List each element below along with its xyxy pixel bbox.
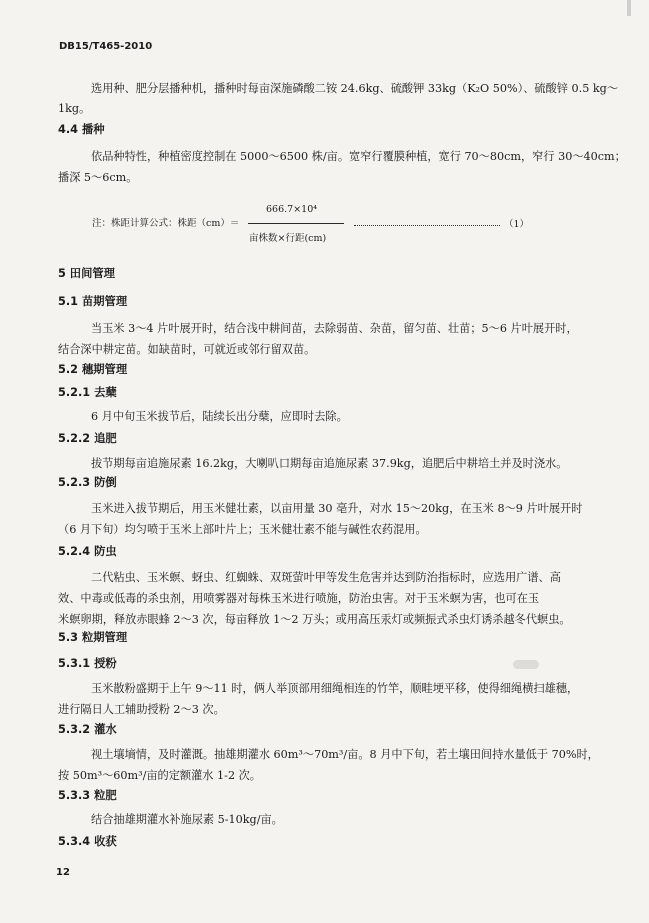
scan-edge-mark — [627, 0, 631, 16]
section-5-2-heading: 5.2 穗期管理 — [58, 363, 128, 376]
formula-numerator: 666.7×10⁴ — [266, 204, 318, 215]
section-5-1-line-1: 当玉米 3～4 片叶展开时，结合浅中耕间苗，去除弱苗、杂苗，留匀苗、壮苗；5～6 片叶展开时， — [91, 322, 578, 335]
section-5-3-2-line-2: 按 50m³～60m³/亩的定额灌水 1-2 次。 — [58, 769, 261, 782]
formula-denominator: 亩株数×行距(cm) — [249, 233, 327, 244]
section-5-2-4-heading: 5.2.4 防虫 — [58, 545, 117, 558]
page-number: 12 — [56, 867, 70, 878]
section-5-3-1-line-1: 玉米散粉盛期于上午 9～11 时，俩人举顶部用细绳相连的竹竿，顺畦埂平移，使得细绳横扫雄穗， — [91, 682, 579, 695]
section-5-2-4-line-1: 二代粘虫、玉米螟、蚜虫、红蜘蛛、双斑萤叶甲等发生危害并达到防治指标时，应选用广谱、高 — [91, 571, 561, 584]
section-5-3-heading: 5.3 粒期管理 — [58, 631, 128, 644]
standard-id: DB15/T465-2010 — [59, 41, 153, 52]
section-5-3-2-line-1: 视土壤墒情，及时灌溉。抽雄期灌水 60m³～70m³/亩。8 月中下旬，若土壤田间持水量低于 70%时， — [91, 748, 599, 761]
section-5-3-1-line-2: 进行隔日人工辅助授粉 2～3 次。 — [58, 703, 225, 716]
intro-line-1: 选用种、肥分层播种机，播种时每亩深施磷酸二铵 24.6kg、硫酸钾 33kg（K₂O 50%）、硫酸锌 0.5 kg～ — [91, 82, 619, 95]
section-4-4-line-1: 依品种特性，种植密度控制在 5000～6500 株/亩。宽窄行覆膜种植，宽行 70～80cm，窄行 30～40cm； — [91, 150, 626, 163]
section-5-2-3-heading: 5.2.3 防倒 — [58, 476, 117, 489]
section-5-heading: 5 田间管理 — [58, 267, 115, 280]
section-4-4-line-2: 播深 5～6cm。 — [58, 171, 138, 184]
section-5-3-1-heading: 5.3.1 授粉 — [58, 657, 117, 670]
formula-label: 注：株距计算公式：株距（cm）＝ — [92, 218, 240, 229]
section-5-2-1-heading: 5.2.1 去蘖 — [58, 386, 117, 399]
section-5-1-line-2: 结合深中耕定苗。如缺苗时，可就近或邻行留双苗。 — [58, 343, 316, 356]
leader-dots — [354, 225, 500, 226]
section-5-2-4-line-3: 米螟卵期，释放赤眼蜂 2～3 次，每亩释放 1～2 万头；或用高压汞灯或频振式杀虫灯诱杀越冬代螟虫。 — [58, 613, 571, 626]
intro-line-2: 1kg。 — [58, 102, 91, 115]
fraction-bar — [248, 223, 344, 224]
section-4-4-heading: 4.4 播种 — [58, 123, 105, 136]
section-5-2-3-line-1: 玉米进入拔节期后，用玉米健壮素，以亩用量 30 亳升，对水 15～20kg，在玉米 8～9 片叶展开时 — [91, 502, 583, 515]
section-5-3-2-heading: 5.3.2 灌水 — [58, 723, 117, 736]
section-5-3-4-heading: 5.3.4 收获 — [58, 835, 117, 848]
section-5-3-3-heading: 5.3.3 粒肥 — [58, 789, 117, 802]
section-5-2-4-line-2: 效、中毒或低毒的杀虫剂，用喷雾器对每株玉米进行喷施，防治虫害。对于玉米螟为害，也可在玉 — [58, 592, 540, 605]
scan-smudge — [513, 660, 539, 669]
section-5-2-3-line-2: （6 月下旬）均匀喷于玉米上部叶片上；玉米健壮素不能与碱性农药混用。 — [58, 523, 427, 536]
section-5-3-3-line-1: 结合抽雄期灌水补施尿素 5-10kg/亩。 — [91, 813, 283, 826]
section-5-2-1-line-1: 6 月中旬玉米拔节后，陆续长出分蘖，应即时去除。 — [91, 410, 348, 423]
formula-number: （1） — [504, 219, 530, 230]
section-5-2-2-heading: 5.2.2 追肥 — [58, 432, 117, 445]
section-5-1-heading: 5.1 苗期管理 — [58, 295, 128, 308]
section-5-2-2-line-1: 拔节期每亩追施尿素 16.2kg，大喇叭口期每亩追施尿素 37.9kg，追肥后中耕培土并及时浇水。 — [91, 457, 568, 470]
